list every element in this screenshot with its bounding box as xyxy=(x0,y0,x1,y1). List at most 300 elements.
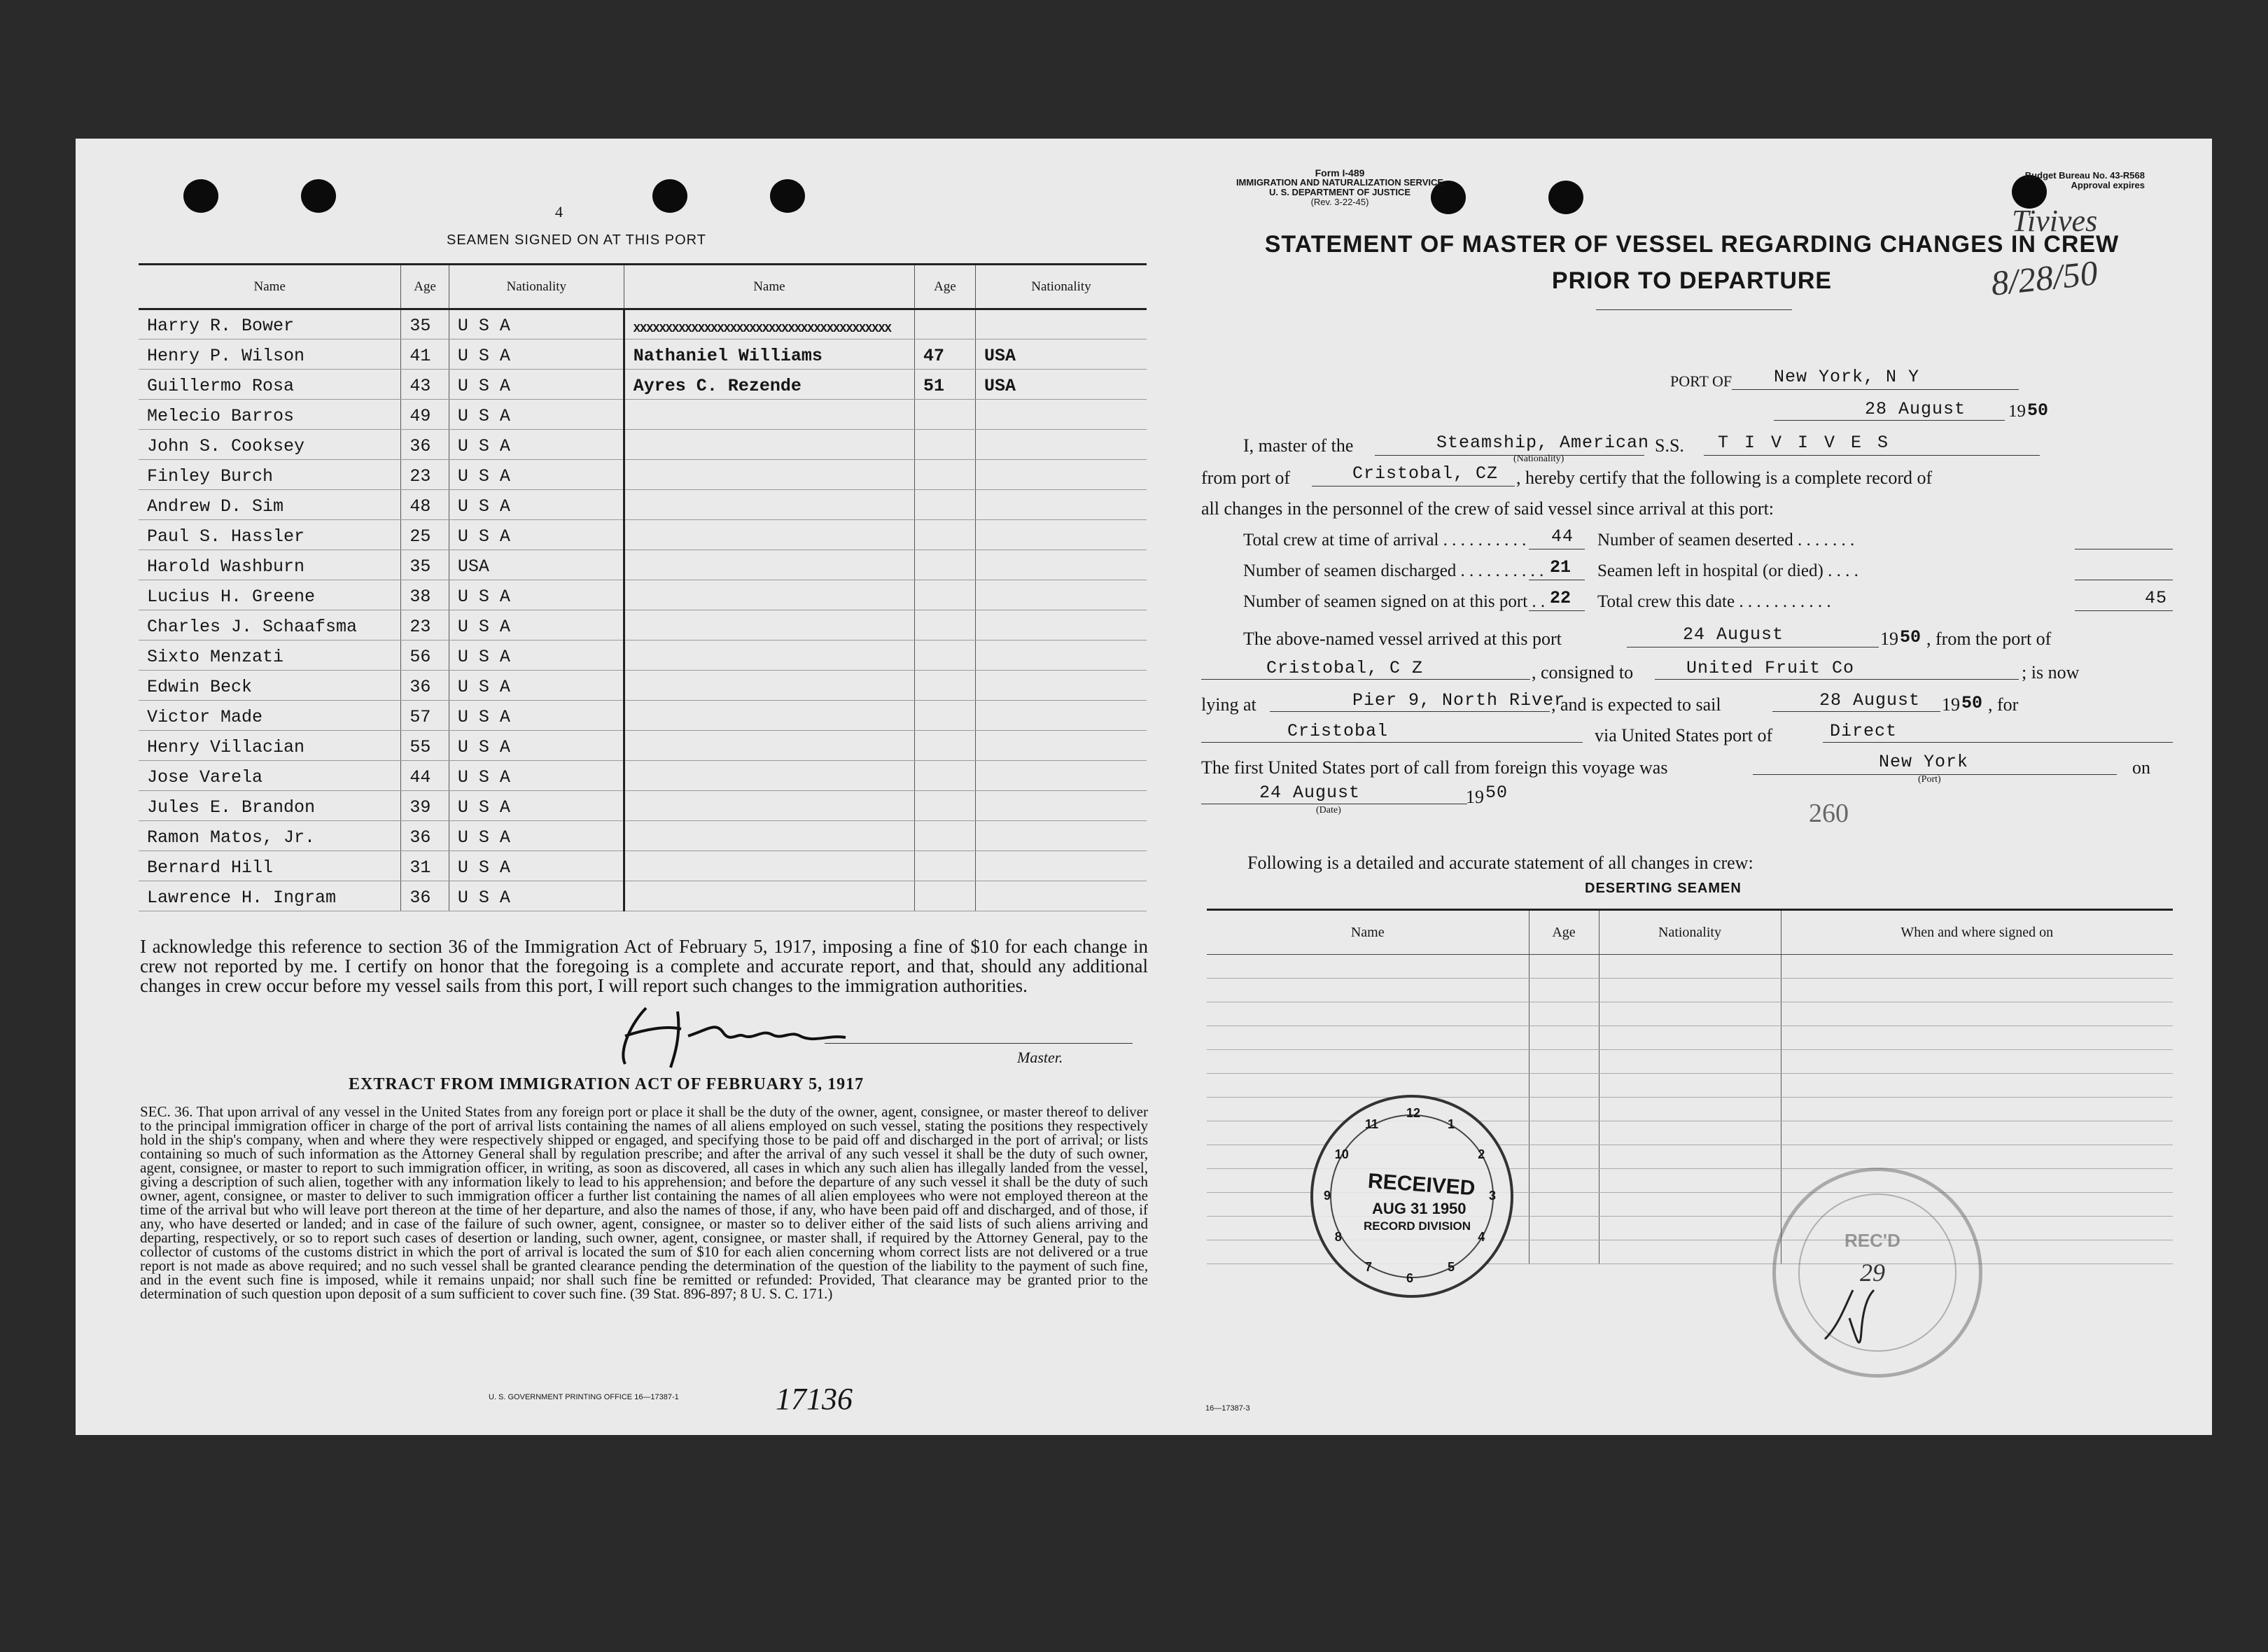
arrived-year: 50 xyxy=(1900,627,1921,648)
crew-age-2 xyxy=(915,430,976,460)
table-row xyxy=(1207,1026,2173,1050)
col-nationality: Nationality xyxy=(1599,910,1781,955)
crew-name-2: Nathaniel Williams xyxy=(624,340,914,370)
empty-cell xyxy=(1599,1002,1781,1026)
crew-nationality: U S A xyxy=(449,490,624,520)
count-line xyxy=(1529,549,1585,550)
deserted-label: Number of seamen deserted . . . . . . . xyxy=(1597,531,1855,550)
origin-line xyxy=(1201,679,1530,680)
col-name-2: Name xyxy=(624,265,914,309)
stamp-clock-number: 11 xyxy=(1365,1116,1379,1131)
faded-stamp-text: REC'D xyxy=(1844,1230,1900,1251)
certify-text-2: all changes in the personnel of the crew of said vessel since arrival at this port: xyxy=(1201,498,1774,519)
crew-age: 35 xyxy=(401,309,449,340)
crew-age: 31 xyxy=(401,851,449,881)
stamp-clock-number: 9 xyxy=(1324,1189,1331,1203)
sail-line xyxy=(1772,711,1940,712)
crew-name-2 xyxy=(624,821,914,851)
col-name: Name xyxy=(139,265,401,309)
crew-age: 38 xyxy=(401,580,449,610)
empty-cell xyxy=(1781,1050,2173,1074)
crew-age-2 xyxy=(915,701,976,731)
discharged-count: 21 xyxy=(1550,557,1572,578)
crew-name: Paul S. Hassler xyxy=(139,520,401,550)
arrived-line xyxy=(1627,647,1879,648)
crew-age: 36 xyxy=(401,881,449,911)
empty-cell xyxy=(1529,1002,1599,1026)
ss-label: S.S. xyxy=(1655,435,1684,456)
crew-nationality-2 xyxy=(975,490,1147,520)
stamp-received-text: RECEIVED xyxy=(1367,1169,1476,1200)
crew-name-2 xyxy=(624,851,914,881)
table-header-row xyxy=(139,265,1147,309)
crew-name-2 xyxy=(624,761,914,791)
table-row xyxy=(139,671,1147,701)
printing-office: U. S. GOVERNMENT PRINTING OFFICE 16—17387-1 xyxy=(489,1393,679,1401)
berth: Pier 9, North River xyxy=(1352,690,1566,710)
handwritten-date: 8/28/50 xyxy=(1989,253,2100,303)
year-suffix: 50 xyxy=(2027,400,2049,421)
count-line xyxy=(1529,610,1585,611)
stamp-clock-number: 2 xyxy=(1478,1147,1485,1161)
statute-text: SEC. 36. That upon arrival of any vessel in the United States from any foreign port or place it shall be the duty of the owner, agent, consignee, or master thereof to deliver to the principal immigration officer in charge of the port of arrival lists containing the names of all aliens employed on such vessel, stating the positions they respectively hold in the ship's company, when and where they were respectively shipped or engaged, and specifying those to be paid off and discharged in the port of arrival; or lists containing so much of such information as the Attorney General shall by regulation prescribe; and after the arrival of any such vessel it shall be the duty of such owner, agent, consignee, or master to report to such immigration officer, in writing, as soon as discovered, all cases in which any such alien has illegally landed from the vessel, giving a description of such alien, together with any information likely to lead to his apprehension; and before the departure of any such vessel it shall be the duty of such owner, agent, consignee, or master to deliver to such immigration officer a further list containing the names of all alien employees who were not employed thereon at the time of the arrival but who will leave port thereon at the time of her departure, and also the names of those, if any, who have been paid off and discharged, and of those, if any, who have deserted or landed; and in case of the failure of such owner, agent, consignee, or master so to deliver either of the said lists of such aliens arriving and departing, respectively, or so to report such cases of desertion or landing, such owner, agent, consignee, or master shall, if required by the Attorney General, pay to the collector of customs of the customs district in which the port of arrival is located the sum of $10 for each alien concerning whom correct lists are not delivered or a true report is not made as above required; and no such vessel shall be granted clearance pending the determination of the question of the liability to the payment of such fine, and in the event such fine is imposed, while it remains unpaid; nor shall such fine be remitted or refunded: Provided, That clearance may be granted prior to the determination of such question upon deposit of a sum sufficient to cover such fine. (39 Stat. 896-897; 8 U. S. C. 171.) xyxy=(140,1103,1148,1302)
nationality-value: Steamship, American xyxy=(1436,433,1650,453)
empty-cell xyxy=(1529,1026,1599,1050)
nationality-caption: (Nationality) xyxy=(1513,454,1564,464)
crew-name: Victor Made xyxy=(139,701,401,731)
col-nationality: Nationality xyxy=(449,265,624,309)
form-id: Form I-489 xyxy=(1315,167,1365,178)
crew-age-2 xyxy=(915,309,976,340)
crew-name: Lucius H. Greene xyxy=(139,580,401,610)
crew-age-2 xyxy=(915,791,976,821)
table-row xyxy=(139,791,1147,821)
empty-cell xyxy=(1599,1074,1781,1098)
crew-age: 36 xyxy=(401,430,449,460)
total-crew-date: 45 xyxy=(2145,588,2168,608)
stamp-clock-number: 10 xyxy=(1334,1147,1349,1161)
crew-age: 41 xyxy=(401,340,449,370)
table-row xyxy=(1207,1074,2173,1098)
crew-age-2 xyxy=(915,460,976,490)
empty-cell xyxy=(1781,1145,2173,1169)
master-signature xyxy=(604,994,856,1071)
table-row xyxy=(139,430,1147,460)
empty-cell xyxy=(1207,955,1529,979)
punch-hole xyxy=(770,179,805,213)
year-prefix: 19 xyxy=(1880,629,1898,649)
empty-cell xyxy=(1781,955,2173,979)
empty-cell xyxy=(1781,979,2173,1002)
arrived-label: The above-named vessel arrived at this port xyxy=(1243,629,1562,649)
table-row xyxy=(139,490,1147,520)
empty-cell xyxy=(1529,1098,1599,1121)
col-nationality-2: Nationality xyxy=(975,265,1147,309)
crew-age-2 xyxy=(915,671,976,701)
table-row xyxy=(139,520,1147,550)
hospital-label: Seamen left in hospital (or died) . . . . xyxy=(1597,561,1858,580)
crew-name: Lawrence H. Ingram xyxy=(139,881,401,911)
table-row xyxy=(139,851,1147,881)
page-number: 4 xyxy=(555,203,563,220)
crew-name: Jose Varela xyxy=(139,761,401,791)
col-age: Age xyxy=(401,265,449,309)
table-row xyxy=(139,370,1147,400)
crew-age: 25 xyxy=(401,520,449,550)
crew-name-2 xyxy=(624,671,914,701)
crew-age: 43 xyxy=(401,370,449,400)
crew-age: 48 xyxy=(401,490,449,520)
crew-name-2 xyxy=(624,731,914,761)
crew-name-2 xyxy=(624,520,914,550)
stamp-division: RECORD DIVISION xyxy=(1364,1219,1471,1233)
crew-nationality: U S A xyxy=(449,671,624,701)
on-label: on xyxy=(2132,757,2150,778)
crew-nationality-2 xyxy=(975,851,1147,881)
berth-line xyxy=(1270,711,1550,712)
crew-age-2: 51 xyxy=(915,370,976,400)
crew-age-2 xyxy=(915,731,976,761)
empty-cell xyxy=(1207,1002,1529,1026)
is-now-label: ; is now xyxy=(2022,662,2080,682)
crew-nationality: U S A xyxy=(449,580,624,610)
stamp-date: AUG 31 1950 xyxy=(1372,1200,1466,1217)
agency-line-2: U. S. DEPARTMENT OF JUSTICE xyxy=(1269,187,1410,197)
signed-on-count: 22 xyxy=(1550,588,1572,608)
crew-nationality-2 xyxy=(975,400,1147,430)
empty-cell xyxy=(1529,1217,1599,1240)
via-port: Direct xyxy=(1830,721,1898,741)
punch-hole xyxy=(183,179,218,213)
extract-title: EXTRACT FROM IMMIGRATION ACT OF FEBRUARY 5, 1917 xyxy=(349,1075,864,1093)
vessel-name: T I V I V E S xyxy=(1718,433,1891,453)
crew-age: 49 xyxy=(401,400,449,430)
crew-name-2 xyxy=(624,610,914,640)
table-row xyxy=(139,340,1147,370)
crew-name-2 xyxy=(624,791,914,821)
from-port-label: from port of xyxy=(1201,468,1291,488)
punch-hole xyxy=(301,179,336,213)
approval: Approval expires xyxy=(2071,180,2145,190)
empty-cell xyxy=(1599,1098,1781,1121)
crew-age-2 xyxy=(915,640,976,671)
crew-age: 56 xyxy=(401,640,449,671)
vessel-line xyxy=(1704,455,2040,456)
crew-nationality-2 xyxy=(975,550,1147,580)
crew-nationality-2 xyxy=(975,701,1147,731)
date-line xyxy=(1774,420,2005,421)
stamped-number: 260 xyxy=(1809,799,1849,828)
nationality-line xyxy=(1375,455,1644,456)
empty-cell xyxy=(1529,979,1599,1002)
form-title-line1: STATEMENT OF MASTER OF VESSEL REGARDING CHANGES IN CREW xyxy=(1264,231,2120,258)
stamp-clock-number: 4 xyxy=(1478,1230,1485,1244)
crew-nationality: U S A xyxy=(449,640,624,671)
crew-name: Henry P. Wilson xyxy=(139,340,401,370)
crew-name: Henry Villacian xyxy=(139,731,401,761)
discharged-label: Number of seamen discharged . . . . . . . . . . xyxy=(1243,561,1544,580)
empty-cell xyxy=(1599,1121,1781,1145)
empty-cell xyxy=(1529,1074,1599,1098)
crew-nationality: U S A xyxy=(449,701,624,731)
handwritten-number: 17136 xyxy=(776,1382,853,1416)
sail-year: 50 xyxy=(1961,693,1983,713)
crew-nationality: U S A xyxy=(449,761,624,791)
crew-nationality: U S A xyxy=(449,370,624,400)
crew-nationality-2 xyxy=(975,309,1147,340)
stamp-clock-number: 6 xyxy=(1406,1271,1414,1285)
form-footer: 16—17387-3 xyxy=(1205,1404,1250,1413)
master-label: Master. xyxy=(1017,1049,1063,1066)
budget-header xyxy=(1935,171,2145,190)
table-header-row xyxy=(1207,910,2173,955)
table-row xyxy=(139,640,1147,671)
for-label: , for xyxy=(1988,694,2019,715)
table-row xyxy=(139,309,1147,340)
first-date: 24 August xyxy=(1259,783,1361,803)
title-rule xyxy=(1596,309,1792,310)
crew-age-2 xyxy=(915,821,976,851)
section-heading: SEAMEN SIGNED ON AT THIS PORT xyxy=(447,232,706,248)
via-label: via United States port of xyxy=(1595,725,1773,746)
crew-name-2 xyxy=(624,550,914,580)
crew-nationality: U S A xyxy=(449,851,624,881)
crew-nationality: U S A xyxy=(449,309,624,340)
received-stamp xyxy=(1310,1095,1513,1298)
empty-cell xyxy=(1529,1121,1599,1145)
crew-nationality-2 xyxy=(975,881,1147,911)
crew-age: 57 xyxy=(401,701,449,731)
crew-age: 35 xyxy=(401,550,449,580)
stamp-clock-number: 8 xyxy=(1334,1230,1342,1244)
empty-cell xyxy=(1599,979,1781,1002)
form-revision: (Rev. 3-22-45) xyxy=(1310,197,1369,207)
acknowledgment-text: I acknowledge this reference to section 36 of the Immigration Act of February 5, 1917, imposing a fine of $10 for each change in crew not reported by me. I certify on honor that the foregoing is a complete and accurate report, and that, should any additional changes in crew occur before my vessel sails from this port, I will report such changes to the immigration authorities. xyxy=(140,936,1148,996)
empty-cell xyxy=(1781,1074,2173,1098)
crew-age: 36 xyxy=(401,671,449,701)
crew-name-2 xyxy=(624,640,914,671)
form-header xyxy=(1200,168,1480,207)
empty-cell xyxy=(1529,1145,1599,1169)
empty-cell xyxy=(1781,1002,2173,1026)
crew-name-2: XXXXXXXXXXXXXXXXXXXXXXXXXXXXXXXXXXXXXXXX xyxy=(624,309,914,340)
crew-age: 23 xyxy=(401,460,449,490)
empty-cell xyxy=(1599,1193,1781,1217)
expected-label: , and is expected to sail xyxy=(1551,694,1721,715)
crew-nationality-2 xyxy=(975,821,1147,851)
crew-nationality: U S A xyxy=(449,881,624,911)
arrived-date: 24 August xyxy=(1683,624,1784,645)
crew-nationality-2 xyxy=(975,761,1147,791)
crew-table-body xyxy=(139,309,1147,911)
port-label: PORT OF xyxy=(1670,372,1732,390)
consigned-label: , consigned to xyxy=(1532,662,1634,682)
crew-age-2: 47 xyxy=(915,340,976,370)
total-crew-date-label: Total crew this date . . . . . . . . . . . xyxy=(1597,592,1831,611)
table-row xyxy=(139,821,1147,851)
table-row xyxy=(139,460,1147,490)
crew-name-2 xyxy=(624,490,914,520)
from-port-value: Cristobal, CZ xyxy=(1352,463,1499,484)
stamp-clock-number: 1 xyxy=(1448,1116,1455,1131)
agency-line-1: IMMIGRATION AND NATURALIZATION SERVICE xyxy=(1236,177,1444,188)
crew-name: Charles J. Schaafsma xyxy=(139,610,401,640)
right-page xyxy=(1172,139,2212,1435)
crew-age-2 xyxy=(915,550,976,580)
crew-age: 44 xyxy=(401,761,449,791)
empty-cell xyxy=(1529,1240,1599,1264)
empty-cell xyxy=(1529,1193,1599,1217)
count-line xyxy=(2075,610,2173,611)
crew-nationality: U S A xyxy=(449,610,624,640)
empty-cell xyxy=(1599,1050,1781,1074)
col-age: Age xyxy=(1529,910,1599,955)
sail-date: 28 August xyxy=(1819,690,1921,710)
empty-cell xyxy=(1207,1026,1529,1050)
crew-name: Ramon Matos, Jr. xyxy=(139,821,401,851)
stamp-clock-number: 5 xyxy=(1448,1260,1455,1275)
signed-on-label: Number of seamen signed on at this port . . xyxy=(1243,592,1546,611)
empty-cell xyxy=(1529,1169,1599,1193)
total-crew-arrival: 44 xyxy=(1551,526,1574,547)
table-row xyxy=(139,881,1147,911)
crew-name-2 xyxy=(624,430,914,460)
empty-cell xyxy=(1599,1169,1781,1193)
first-port-label: The first United States port of call from foreign this voyage was xyxy=(1201,757,1668,778)
crew-age: 55 xyxy=(401,731,449,761)
crew-age: 36 xyxy=(401,821,449,851)
col-age-2: Age xyxy=(915,265,976,309)
crew-name: Andrew D. Sim xyxy=(139,490,401,520)
handwritten-note: Tivives xyxy=(2012,204,2098,238)
crew-name: Guillermo Rosa xyxy=(139,370,401,400)
col-when-where: When and where signed on xyxy=(1781,910,2173,955)
crew-nationality: U S A xyxy=(449,430,624,460)
crew-age-2 xyxy=(915,520,976,550)
crew-nationality: U S A xyxy=(449,460,624,490)
port-caption: (Port) xyxy=(1918,774,1941,785)
table-row xyxy=(139,580,1147,610)
crew-age: 23 xyxy=(401,610,449,640)
table-row xyxy=(139,731,1147,761)
crew-name: John S. Cooksey xyxy=(139,430,401,460)
crew-name: Sixto Menzati xyxy=(139,640,401,671)
crew-nationality: U S A xyxy=(449,340,624,370)
empty-cell xyxy=(1781,1026,2173,1050)
signature-line xyxy=(825,1043,1133,1044)
destination: Cristobal xyxy=(1287,721,1389,741)
crew-age-2 xyxy=(915,400,976,430)
origin-port: Cristobal, C Z xyxy=(1266,658,1424,678)
date-value: 28 August xyxy=(1865,399,1966,419)
table-row xyxy=(1207,979,2173,1002)
crew-name: Harold Washburn xyxy=(139,550,401,580)
crew-nationality: U S A xyxy=(449,821,624,851)
year-prefix: 19 xyxy=(1466,787,1484,807)
empty-cell xyxy=(1529,1050,1599,1074)
crew-nationality-2 xyxy=(975,671,1147,701)
crew-name: Bernard Hill xyxy=(139,851,401,881)
deserting-heading: DESERTING SEAMEN xyxy=(1585,881,1742,896)
empty-cell xyxy=(1599,1217,1781,1240)
year-prefix: 19 xyxy=(2008,402,2026,421)
faded-stamp-mark: 29 xyxy=(1860,1259,1885,1287)
first-year: 50 xyxy=(1485,783,1508,803)
crew-name-2 xyxy=(624,400,914,430)
crew-age: 39 xyxy=(401,791,449,821)
table-row xyxy=(1207,955,2173,979)
crew-age-2 xyxy=(915,490,976,520)
col-name: Name xyxy=(1207,910,1529,955)
crew-name: Finley Burch xyxy=(139,460,401,490)
budget-bureau: Budget Bureau No. 43-R568 xyxy=(2024,170,2145,181)
from-port-of-label: , from the port of xyxy=(1926,629,2052,649)
empty-cell xyxy=(1529,955,1599,979)
crew-nationality-2 xyxy=(975,520,1147,550)
crew-nationality: U S A xyxy=(449,731,624,761)
table-row xyxy=(1207,1050,2173,1074)
port-value: New York, N Y xyxy=(1774,367,1920,387)
crew-name: Melecio Barros xyxy=(139,400,401,430)
first-port: New York xyxy=(1879,752,1969,772)
table-row xyxy=(139,701,1147,731)
crew-name-2 xyxy=(624,460,914,490)
form-title-line2: PRIOR TO DEPARTURE xyxy=(1551,267,1833,294)
crew-age-2 xyxy=(915,610,976,640)
certify-text: , hereby certify that the following is a complete record of xyxy=(1516,468,1933,488)
empty-cell xyxy=(1781,1098,2173,1121)
master-of-label: I, master of the xyxy=(1243,435,1354,456)
crew-name-2 xyxy=(624,881,914,911)
crew-age-2 xyxy=(915,580,976,610)
crew-age-2 xyxy=(915,881,976,911)
empty-cell xyxy=(1207,1050,1529,1074)
crew-age-2 xyxy=(915,851,976,881)
lying-at-label: lying at xyxy=(1201,694,1256,715)
crew-name-2: Ayres C. Rezende xyxy=(624,370,914,400)
following-text: Following is a detailed and accurate statement of all changes in crew: xyxy=(1247,853,1754,873)
crew-name: Jules E. Brandon xyxy=(139,791,401,821)
crew-nationality-2 xyxy=(975,731,1147,761)
consignee-line xyxy=(1655,679,2019,680)
faded-stamp xyxy=(1772,1168,1982,1378)
table-row xyxy=(139,610,1147,640)
crew-name-2 xyxy=(624,580,914,610)
crew-nationality-2 xyxy=(975,430,1147,460)
crew-name-2 xyxy=(624,701,914,731)
initials-mark xyxy=(1818,1276,1902,1360)
crew-age-2 xyxy=(915,761,976,791)
punch-hole xyxy=(652,179,687,213)
port-line xyxy=(1732,389,2019,390)
crew-name: Edwin Beck xyxy=(139,671,401,701)
crew-nationality-2: USA xyxy=(975,370,1147,400)
crew-name: Harry R. Bower xyxy=(139,309,401,340)
crew-nationality: USA xyxy=(449,550,624,580)
date-caption: (Date) xyxy=(1316,805,1341,816)
left-page xyxy=(76,139,1173,1435)
total-crew-arrival-label: Total crew at time of arrival . . . . . . . . . . xyxy=(1243,531,1527,550)
stamp-clock-number: 12 xyxy=(1406,1106,1421,1120)
empty-cell xyxy=(1599,1240,1781,1264)
year-prefix: 19 xyxy=(1942,694,1960,715)
empty-cell xyxy=(1599,1145,1781,1169)
table-row xyxy=(139,761,1147,791)
stamp-clock-number: 3 xyxy=(1489,1189,1497,1203)
destination-line xyxy=(1201,742,1583,743)
crew-nationality-2 xyxy=(975,640,1147,671)
crew-nationality-2 xyxy=(975,791,1147,821)
